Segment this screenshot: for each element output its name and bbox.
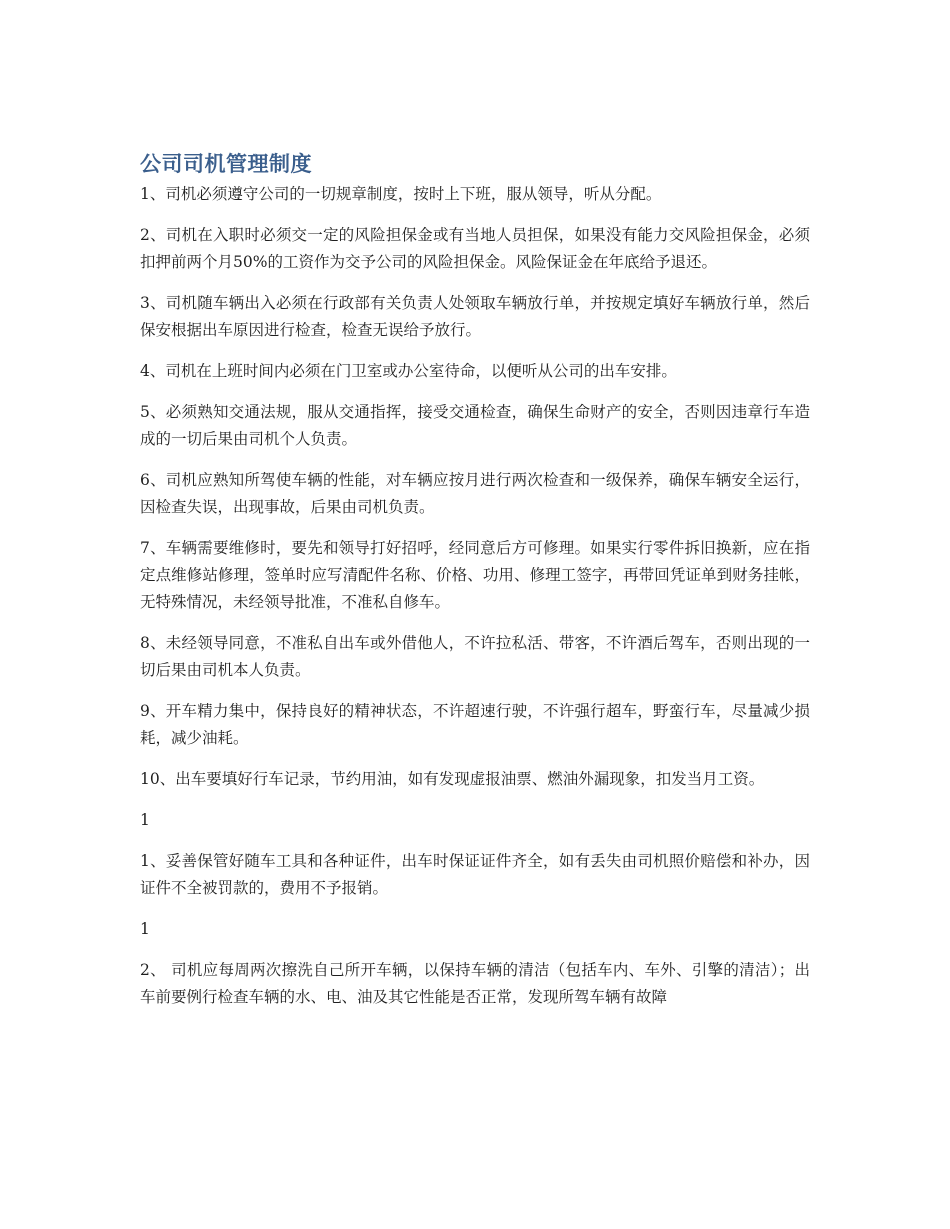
paragraph-5: 5、必须熟知交通法规，服从交通指挥，接受交通检查，确保生命财产的安全，否则因违章行车造成的一切后果由司机个人负责。	[140, 403, 810, 448]
paragraph-9: 9、开车精力集中，保持良好的精神状态，不许超速行驶，不许强行超车，野蛮行车，尽量减少损耗，减少油耗。	[140, 702, 810, 747]
paragraph-3: 3、司机随车辆出入必须在行政部有关负责人处领取车辆放行单，并按规定填好车辆放行单，然后保安根据出车原因进行检查，检查无误给予放行。	[140, 294, 810, 339]
paragraph-8: 8、未经领导同意，不准私自出车或外借他人，不许拉私活、带客，不许酒后驾车，否则出现的一切后果由司机本人负责。	[140, 634, 810, 679]
paragraph-12: 2、 司机应每周两次擦洗自己所开车辆，以保持车辆的清洁（包括车内、车外、引擎的清洁）；出车前要例行检查车辆的水、电、油及其它性能是否正常，发现所驾车辆有故障	[140, 961, 810, 1006]
paragraph-7: 7、车辆需要维修时，要先和领导打好招呼，经同意后方可修理。如果实行零件拆旧换新，应在指定点维修站修理，签单时应写清配件名称、价格、功用、修理工签字，再带回凭证单到财务挂帐，无特殊情况，未经领导批准，不准私自修车。	[140, 539, 810, 611]
page-number-marker: 1	[140, 920, 150, 938]
paragraph-2: 2、司机在入职时必须交一定的风险担保金或有当地人员担保，如果没有能力交风险担保金，必须扣押前两个月50%的工资作为交予公司的风险担保金。风险保证金在年底给予退还。	[140, 226, 810, 271]
paragraph-4: 4、司机在上班时间内必须在门卫室或办公室待命，以便听从公司的出车安排。	[140, 362, 677, 380]
paragraph-1: 1、司机必须遵守公司的一切规章制度，按时上下班，服从领导，听从分配。	[140, 185, 662, 203]
paragraph-6: 6、司机应熟知所驾使车辆的性能，对车辆应按月进行两次检查和一级保养，确保车辆安全运行，因检查失误，出现事故，后果由司机负责。	[140, 471, 810, 516]
document-title: 公司司机管理制度	[140, 152, 312, 176]
document-body	[140, 148, 810, 1025]
page-number-marker: 1	[140, 811, 150, 829]
paragraph-10: 10、出车要填好行车记录，节约用油，如有发现虚报油票、燃油外漏现象，扣发当月工资。	[140, 770, 765, 788]
paragraph-11: 1、妥善保管好随车工具和各种证件，出车时保证证件齐全，如有丢失由司机照价赔偿和补办，因证件不全被罚款的，费用不予报销。	[140, 852, 810, 897]
